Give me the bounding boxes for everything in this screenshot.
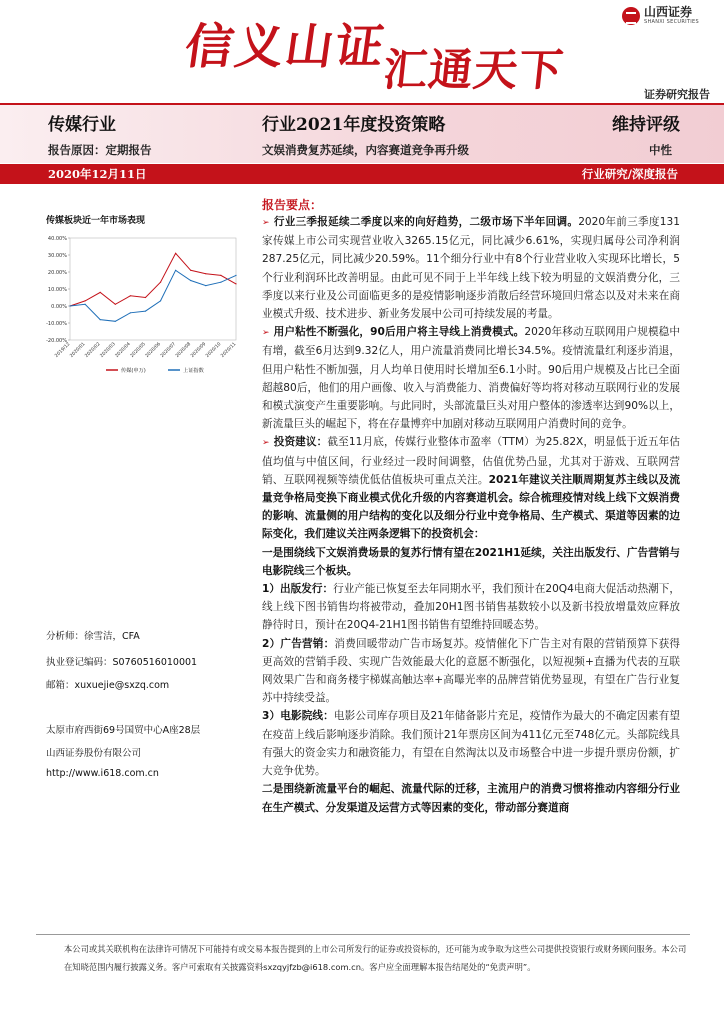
y-tick-label: 40.00% bbox=[47, 236, 67, 242]
series-1-point bbox=[205, 273, 206, 274]
series-1-point bbox=[160, 282, 161, 283]
x-tick-label: 2020/04 bbox=[114, 341, 132, 359]
company-logo bbox=[622, 6, 699, 25]
y-tick-label: 0.00% bbox=[51, 304, 67, 310]
y-tick-label: -10.00% bbox=[46, 321, 67, 327]
x-tick-label: 2020/06 bbox=[144, 341, 162, 359]
point-2-heading: 用户粘性不断强化，90后用户将主导线上消费模式。 bbox=[273, 326, 525, 339]
x-tick-label: 2019/12 bbox=[54, 341, 72, 359]
subitem-publishing bbox=[262, 580, 680, 635]
company-address: 太原市府西街69号国贸中心A座28层 bbox=[46, 725, 201, 736]
footer-rule bbox=[36, 934, 690, 935]
series-2-point bbox=[160, 300, 161, 301]
arrow-bullet-icon: ➢ bbox=[262, 328, 270, 339]
market-performance-chart bbox=[36, 228, 246, 378]
point-2-text: 2020年移动互联网用户规模稳中有增，截至6月达到9.32亿人，用户流量消费同比增长34.5%。疫情流量红利逐步消退，但用户粘性不断加强，月人均单日使用时长增加至6.1小时。90后用户规模及占比已全面超越80后，他们的用户画像、收入与消费能力、消费偏好等均将对移动互联网行业的发展和模式演变产生重要影响。与此同时，头部流量巨头对用户整体的渗透率达到90%以上，新流量巨头的崛起下，将在存量博弈中加剧对移动互联网用户消费时间的竞争。 bbox=[262, 326, 680, 431]
y-tick-label: 10.00% bbox=[47, 287, 67, 293]
y-tick-label: -20.00% bbox=[46, 338, 67, 344]
logic-line-2-text: 二是围绕新流量平台的崛起、流量代际的迁移，主流用户的消费习惯将推动内容细分行业在生产模式、分发渠道及运营方式等因素的变化，带动部分赛道商 bbox=[262, 783, 680, 814]
series-1-point bbox=[235, 283, 236, 284]
logic-line-1 bbox=[262, 544, 680, 580]
x-tick-label: 2020/01 bbox=[69, 341, 87, 359]
chart-svg bbox=[36, 228, 246, 378]
rating-value: 中性 bbox=[649, 143, 672, 157]
point-3-heading: 投资建议： bbox=[273, 436, 328, 449]
y-tick-label: 20.00% bbox=[47, 270, 67, 276]
series-1-point bbox=[100, 292, 101, 293]
series-1-point bbox=[175, 253, 176, 254]
series-2-point bbox=[69, 305, 70, 306]
series-1-point bbox=[190, 270, 191, 271]
x-tick-label: 2020/11 bbox=[220, 341, 238, 359]
point-3-text: 截至11月底，传媒行业整体市盈率（TTM）为25.82X，明显低于近五年估值均值与中值区间，行业经过一段时间调整，估值优势凸显，尤其对于游戏、互联网营销、互联网视频等绩优低估值板块可重点关注。 bbox=[262, 436, 681, 486]
series-1-point bbox=[220, 275, 221, 276]
logic-line-2 bbox=[262, 780, 680, 816]
report-title: 行业2021年度投资策略 bbox=[262, 115, 446, 135]
series-1-point bbox=[115, 304, 116, 305]
summary-heading: 报告要点： bbox=[262, 198, 323, 212]
slogan-right: 汇通天下 bbox=[380, 45, 567, 96]
series-2-point bbox=[100, 319, 101, 320]
subitem-advertising bbox=[262, 635, 680, 708]
top-banner bbox=[0, 0, 724, 104]
series-2-point bbox=[205, 285, 206, 286]
plot-frame bbox=[70, 238, 236, 340]
company-website[interactable]: http://www.i618.com.cn bbox=[46, 768, 159, 779]
report-reason: 报告原因：定期报告 bbox=[48, 143, 152, 157]
subitem-cinema bbox=[262, 707, 680, 780]
logo-icon bbox=[622, 7, 640, 25]
x-tick-label: 2020/05 bbox=[129, 341, 147, 359]
series-1-point bbox=[145, 297, 146, 298]
logo-name: 山西证券 bbox=[644, 5, 693, 19]
y-tick-label: 30.00% bbox=[47, 253, 67, 259]
x-tick-label: 2020/03 bbox=[99, 341, 117, 359]
subitem-2-text: 消费回暖带动广告市场复苏。疫情催化下广告主对有限的营销预算下获得更高效的营销手段、实现广告效能最大化的意愿不断强化，以短视频+直播为代表的互联网效果广告和商务楼宇梯媒高触达率+高曝光率的品牌营销优势显现，有望在广告行业复苏中持续受益。 bbox=[262, 637, 680, 705]
x-tick-label: 2020/08 bbox=[175, 341, 193, 359]
rating-label: 维持评级 bbox=[612, 115, 680, 135]
report-category-tag: 证券研究报告 bbox=[644, 88, 710, 101]
subitem-1-text: 行业产能已恢复至去年同期水平，我们预计在20Q4电商大促活动热潮下，线上线下图书销售均将被带动，叠加20H1图书销售基数较小以及新书投放增量效应释放静待时日，预计在20Q4-21H1图书销售有望维持回暖态势。 bbox=[262, 583, 681, 632]
analyst-license: 执业登记编码：S0760516010001 bbox=[46, 657, 198, 668]
chart-title: 传媒板块近一年市场表现 bbox=[46, 216, 146, 226]
company-name: 山西证券股份有限公司 bbox=[46, 748, 142, 759]
point-1-text: 2020年前三季度131家传媒上市公司实现营业收入3265.15亿元，同比减少6.61%，实现归属母公司净利润287.25亿元，同比减少20.59%。11个细分行业中有8个行业营业收入实现环比增长，5个行业利润环比改善明显。由此可见不同于上半年线上线下较为明显的文娱消费分化，三季度以来行业及公司面临更多的是疫情影响逐步消散后经营环境回归常态以及对未来在商业模式升级、技术进步、新业务发展中公司可持续发展的考量。 bbox=[262, 216, 680, 321]
series-2-point bbox=[115, 321, 116, 322]
series-2-point bbox=[235, 275, 236, 276]
analyst-name: 分析师：徐雪洁，CFA bbox=[46, 631, 140, 642]
subitem-3-heading: 3）电影院线： bbox=[262, 710, 334, 723]
subitem-2-heading: 2）广告营销： bbox=[262, 637, 335, 650]
subitem-1-heading: 1）出版发行： bbox=[262, 583, 334, 596]
report-subtitle: 文娱消费复苏延续，内容赛道竞争再升级 bbox=[262, 143, 469, 157]
summary-point-2 bbox=[262, 323, 680, 433]
point-3-emphasis: 2021年建议关注顺周期复苏主线以及流量竞争格局变换下商业模式优化升级的内容赛道机会。综合梳理疫情对线上线下文娱消费的影响、流量侧的用户结构的变化以及细分行业中竞争格局、生产模式、渠道等因素的边际变化，我们建议关注两条逻辑下的投资机会： bbox=[262, 473, 681, 541]
series-2-point bbox=[220, 282, 221, 283]
arrow-bullet-icon: ➢ bbox=[262, 218, 270, 228]
series-2-point bbox=[130, 312, 131, 313]
legend-label-1: 传媒(申万) bbox=[121, 368, 146, 374]
x-tick-label: 2020/02 bbox=[84, 341, 102, 359]
series-1-point bbox=[130, 295, 131, 296]
report-date: 2020年12月11日 bbox=[48, 167, 147, 181]
slogan-left: 信义山证 bbox=[181, 19, 390, 75]
x-tick-label: 2020/07 bbox=[160, 341, 178, 359]
series-1-point bbox=[84, 300, 85, 301]
legend-label-2: 上证指数 bbox=[183, 368, 204, 374]
analyst-email[interactable]: 邮箱：xuxuejie@sxzq.com bbox=[46, 680, 170, 691]
logic-line-1-text: 一是围绕线下文娱消费场景的复苏行情有望在2021H1延续，关注出版发行、广告营销与电影院线三个板块。 bbox=[262, 546, 680, 577]
series-2-point bbox=[145, 311, 146, 312]
series-2-point bbox=[84, 304, 85, 305]
sector-name: 传媒行业 bbox=[48, 115, 116, 135]
summary-point-3 bbox=[262, 433, 680, 543]
x-tick-label: 2020/09 bbox=[190, 341, 208, 359]
report-type: 行业研究/深度报告 bbox=[581, 167, 678, 181]
subitem-3-text: 电影公司库存项目及21年储备影片充足，疫情作为最大的不确定因素有望在疫苗上线后影响逐步消除。我们预计21年票房区间为411亿元至748亿元。头部院线具有强大的资金实力和融资能力，有望在自然淘汰以及市场整合中进一步提升票房份额，扩大竞争优势。 bbox=[262, 710, 680, 778]
series-line-1 bbox=[70, 253, 236, 306]
logo-name-en: SHANXI SECURITIES bbox=[644, 19, 699, 25]
arrow-bullet-icon: ➢ bbox=[262, 438, 270, 449]
x-tick-label: 2020/10 bbox=[205, 341, 223, 359]
summary-body bbox=[262, 213, 680, 817]
series-2-point bbox=[190, 280, 191, 281]
footer-disclaimer: 本公司或其关联机构在法律许可情况下可能持有或交易本报告提到的上市公司所发行的证券或投资标的，还可能为或争取为这些公司提供投资银行或财务顾问服务。本公司在知晓范围内履行披露义务。客户可索取有关披露资料sxzqyjfzb@i618.com.cn。客户应全面理解本报告结尾处的“免责声明”。 bbox=[64, 944, 687, 972]
series-2-point bbox=[175, 270, 176, 271]
point-1-heading: 行业三季报延续二季度以来的向好趋势，二级市场下半年回调。 bbox=[273, 216, 579, 228]
summary-point-1 bbox=[262, 213, 680, 323]
